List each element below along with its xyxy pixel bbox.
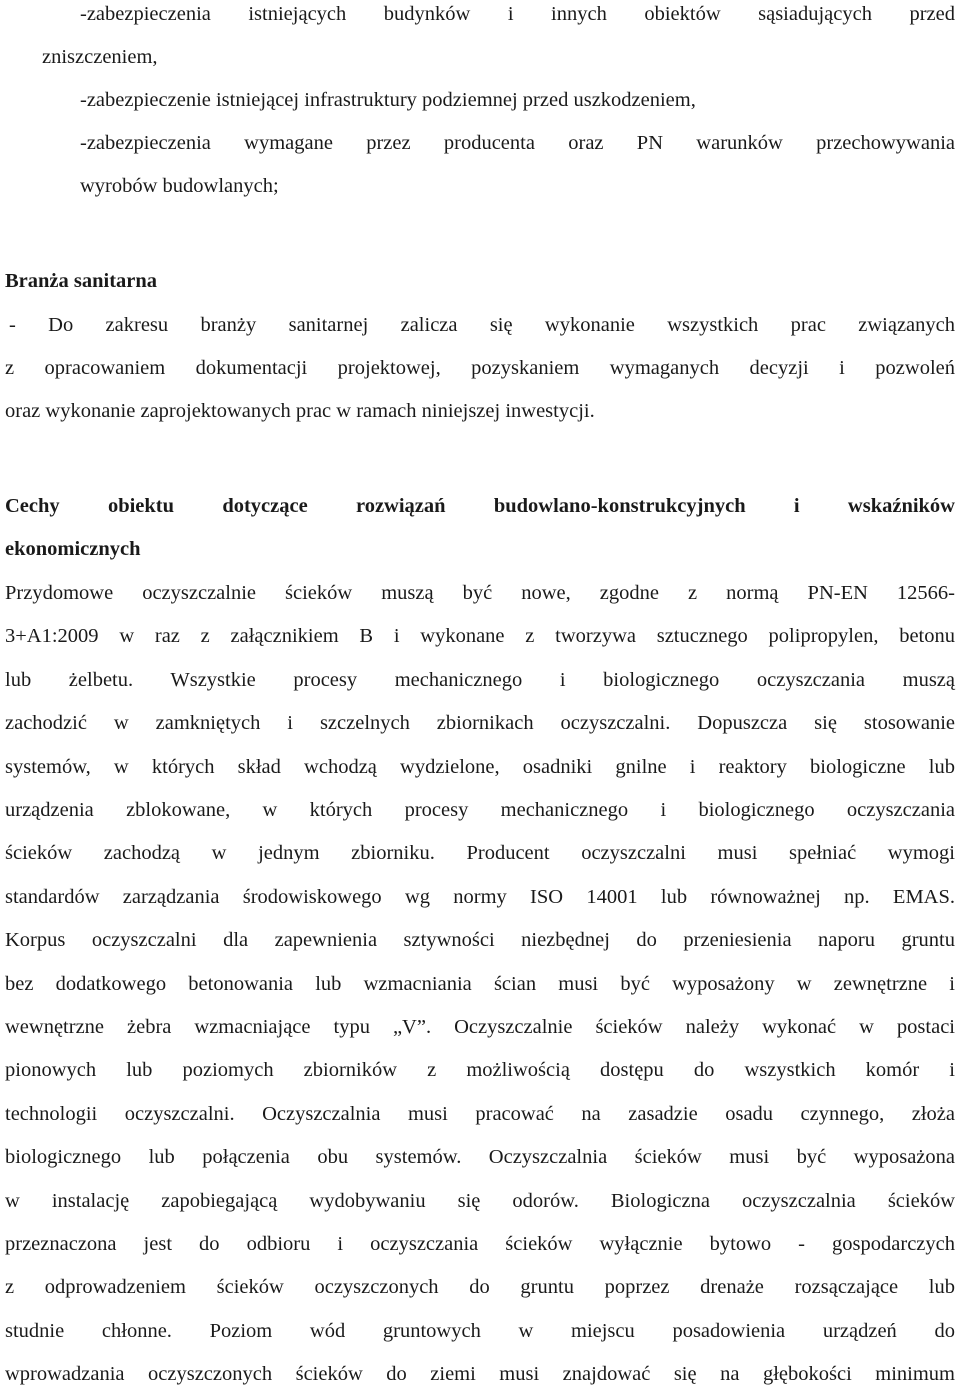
features-paragraph-line: w instalację zapobiegającą wydobywaniu się odorów. Biologiczna oczyszczalnia ścieków (5, 1189, 955, 1212)
features-paragraph-line: systemów, w których skład wchodzą wydzielone, osadniki gnilne i reaktory biologiczne lub (5, 755, 955, 778)
list-item-storage-requirements-cont: wyrobów budowlanych; (80, 175, 279, 197)
features-paragraph-line: biologicznego lub połączenia obu systemów. Oczyszczalnia ścieków musi być wyposażona (5, 1146, 955, 1169)
sanitary-paragraph-line: z opracowaniem dokumentacji projektowej, pozyskaniem wymaganych decyzji i pozwoleń (5, 357, 955, 379)
list-item-protect-buildings-cont: zniszczeniem, (42, 46, 158, 68)
features-paragraph-line: wprowadzania oczyszczonych ścieków do ziemi musi znajdować się na głębokości minimum (5, 1363, 955, 1386)
sanitary-paragraph-line: oraz wykonanie zaprojektowanych prac w ramach niniejszej inwestycji. (5, 400, 595, 422)
features-paragraph-line: studnie chłonne. Poziom wód gruntowych w miejscu posadowienia urządzeń do (5, 1319, 955, 1342)
sanitary-paragraph-line: - Do zakresu branży sanitarnej zalicza się wykonanie wszystkich prac związanych (9, 314, 955, 336)
features-paragraph-line: Korpus oczyszczalni dla zapewnienia sztywności niezbędnej do przeniesienia naporu gruntu (5, 929, 955, 952)
features-paragraph-line: z odprowadzeniem ścieków oczyszczonych do gruntu poprzez drenaże rozsączające lub (5, 1276, 955, 1299)
features-paragraph-line: urządzenia zblokowane, w których procesy mechanicznego i biologicznego oczyszczania (5, 799, 955, 821)
list-item-protect-buildings: -zabezpieczenia istniejących budynków i innych obiektów sąsiadujących przed (80, 3, 955, 25)
features-paragraph-line: przeznaczona jest do odbioru i oczyszczania ścieków wyłącznie bytowo - gospodarczych (5, 1233, 955, 1255)
features-paragraph-line: lub żelbetu. Wszystkie procesy mechanicznego i biologicznego oczyszczania muszą (5, 668, 955, 691)
section-heading-features-cont: ekonomicznych (5, 538, 141, 560)
features-paragraph-line: technologii oczyszczalni. Oczyszczalnia musi pracować na zasadzie osadu czynnego, złoża (5, 1102, 955, 1125)
features-paragraph-line: pionowych lub poziomych zbiorników z możliwością dostępu do wszystkich komór i (5, 1059, 955, 1082)
features-paragraph-line: wewnętrzne żebra wzmacniające typu „V”. Oczyszczalnie ścieków należy wykonać w postaci (5, 1016, 955, 1038)
features-paragraph-line: zachodzić w zamkniętych i szczelnych zbiornikach oczyszczalni. Dopuszcza się stosowanie (5, 712, 955, 735)
features-paragraph-line: standardów zarządzania środowiskowego wg normy ISO 14001 lub równoważnej np. EMAS. (5, 885, 955, 908)
list-item-storage-requirements: -zabezpieczenia wymagane przez producenta oraz PN warunków przechowywania (80, 132, 955, 154)
list-item-protect-infrastructure: -zabezpieczenie istniejącej infrastruktury podziemnej przed uszkodzeniem, (80, 89, 696, 111)
features-paragraph-line: 3+A1:2009 w raz z załącznikiem B i wykonane z tworzywa sztucznego polipropylen, betonu (5, 625, 955, 648)
features-paragraph-line: ścieków zachodzą w jednym zbiorniku. Producent oczyszczalni musi spełniać wymogi (5, 842, 955, 865)
features-paragraph-line: bez dodatkowego betonowania lub wzmacniania ścian musi być wyposażony w zewnętrzne i (5, 972, 955, 995)
section-heading-sanitary: Branża sanitarna (5, 270, 158, 292)
section-heading-features: Cechy obiektu dotyczące rozwiązań budowlano-konstrukcyjnych i wskaźników (5, 495, 955, 517)
features-paragraph-line: Przydomowe oczyszczalnie ścieków muszą być nowe, zgodne z normą PN-EN 12566- (5, 582, 955, 604)
